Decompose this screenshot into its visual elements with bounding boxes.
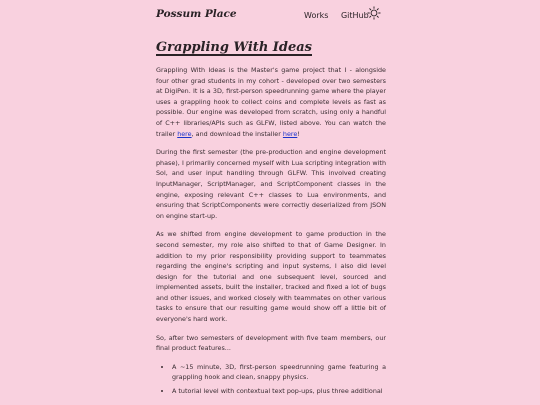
page-title: Grappling With Ideas bbox=[156, 40, 312, 55]
paragraph-semester-two: As we shifted from engine development to game production in the second semester, my role also shifted to that of Game Designer. In addition to my prior responsibility providing support to teammates regarding the engine's scripting and input systems, I also did level design for the tutorial and one subsequent level, sourced and implemented assets, built the installer, tracked and fixed a lot of bugs and other issues, and worked closely with teammates on other various tasks to ensure that our resulting game would show off a little bit of everyone's hard work. bbox=[156, 230, 386, 324]
list-item: • A tutorial level with contextual text pop-ups, plus three additional bbox=[172, 386, 386, 397]
article bbox=[156, 36, 386, 400]
paragraph-semester-one: During the first semester (the pre-production and engine development phase), I primarily concerned myself with Lua scripting integration with Sol, and user input handling through GLFW. This involved creating InputManager, ScriptManager, and ScriptComponent classes in the engine, exposing relevant C++ classes to Lua environments, and ensuring that ScriptComponents were correctly deserialized from JSON on engine start-up. bbox=[156, 148, 386, 220]
paragraph-intro bbox=[156, 65, 386, 139]
nav-github[interactable]: GitHub bbox=[340, 11, 369, 20]
intro-text-1: Grappling With Ideas is the Master's game project that I - alongside four other grad students in my cohort - developed over two semesters at DigiPen. It is a 3D, first-person speedrunning game where the player uses a grappling hook to collect coins and complete levels as fast as possible. Our engine was developed from scratch, using only a handful of C++ libraries/APIs such as GLFW, listed above. You can watch the trailer bbox=[156, 66, 386, 138]
paragraph-summary: So, after two semesters of development with five team members, our final product features... bbox=[156, 333, 386, 353]
intro-text-2: , and download the installer bbox=[191, 129, 283, 138]
site-header bbox=[156, 6, 386, 28]
sun-icon[interactable] bbox=[367, 6, 381, 20]
intro-text-3: ! bbox=[297, 129, 300, 138]
trailer-link[interactable]: here bbox=[177, 129, 192, 138]
nav-works[interactable]: Works bbox=[304, 11, 329, 20]
installer-link[interactable]: here bbox=[282, 129, 298, 138]
features-list bbox=[172, 362, 386, 397]
site-title[interactable]: Possum Place bbox=[156, 8, 237, 20]
list-item: • A ~15 minute, 3D, first-person speedrunning game featuring a grappling hook and clean, snappy physics. bbox=[172, 362, 386, 383]
